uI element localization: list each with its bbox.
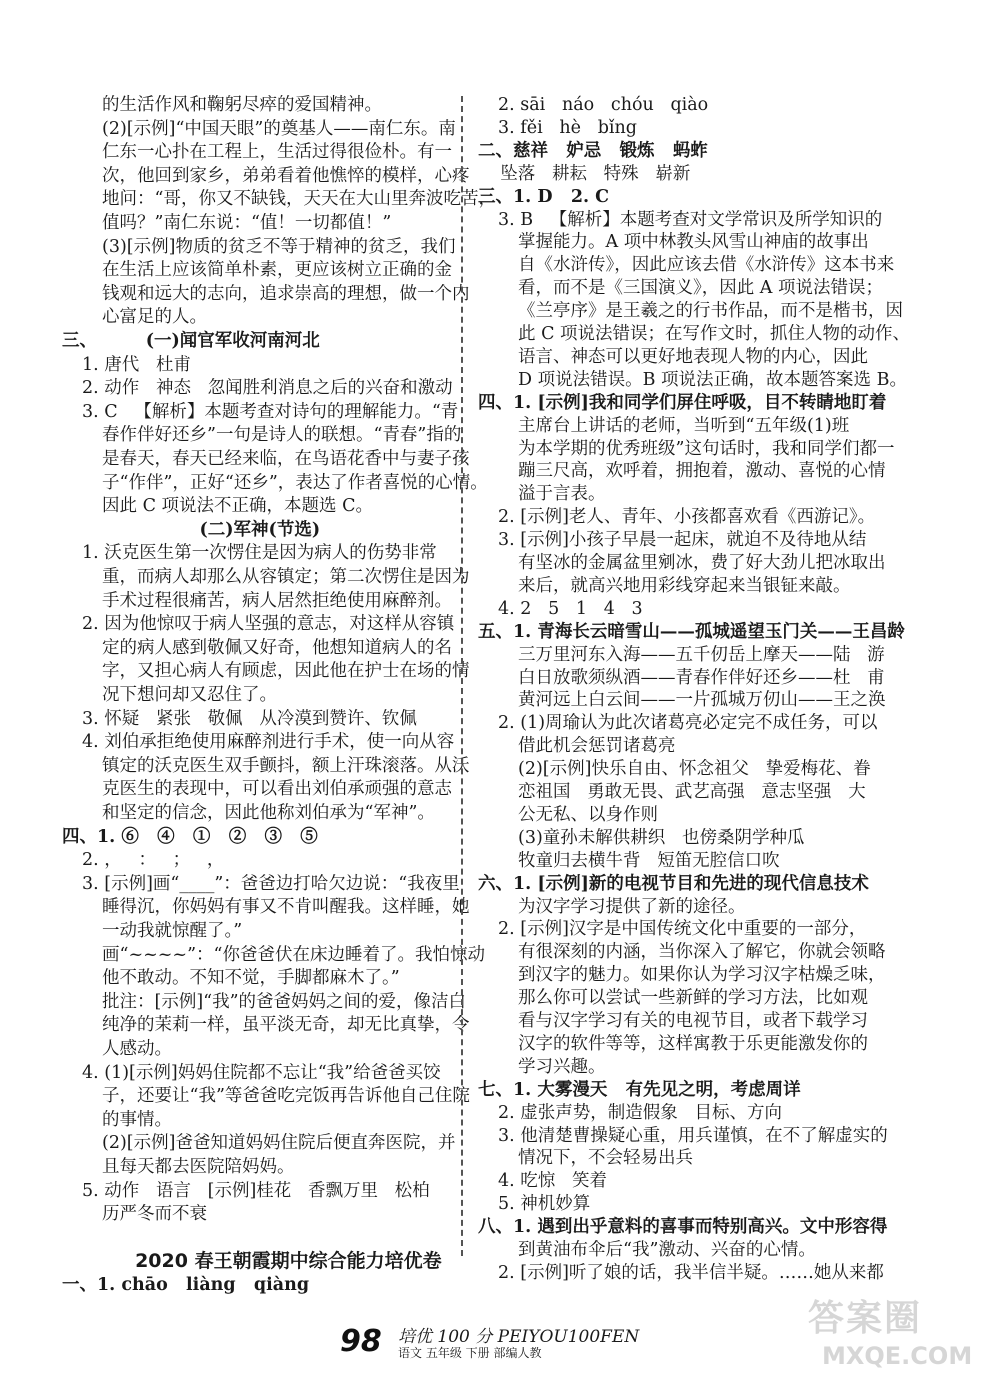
answer-line: 况下想问却又忍住了。 xyxy=(102,685,277,705)
answer-line: 春作伴好还乡”一句是诗人的联想。“青春”指的 xyxy=(102,425,462,446)
answer-line: 到汉字的魅力。如果你认为学习汉字枯燥乏味， xyxy=(518,965,886,986)
watermark-text: 答案圈 xyxy=(808,1298,923,1339)
answer-line: 且每天都去医院陪妈妈。 xyxy=(102,1157,295,1177)
answer-line: 的事情。 xyxy=(102,1109,172,1130)
answer-line: 仁东一心扑在工程上，生活过得很俭朴。有一 xyxy=(102,142,452,163)
answer-line: 此 C 项说法错误；在写作文时，抓住人物的动作、 xyxy=(518,324,911,344)
answer-line: 2. 因为他惊叹于病人坚强的意志，对这样从容镇 xyxy=(82,614,455,635)
answer-line: 定的病人感到敬佩又好奇，他想知道病人的名 xyxy=(102,637,452,658)
answer-line: (3)[示例]物质的贫乏不等于精神的贫乏，我们 xyxy=(102,236,456,257)
answer-line: 溢于言表。 xyxy=(518,484,606,505)
answer-line: 公无私、以身作则 xyxy=(518,804,658,825)
answer-line: 学习兴趣。 xyxy=(518,1056,606,1077)
answer-line: 钱观和远大的志向，追求崇高的理想，做一个内 xyxy=(102,283,470,304)
answer-line: 恋祖国 勇敢无畏、武艺高强 意志坚强 大 xyxy=(518,782,866,802)
answer-line: 三、 (一)闻官军收河南河北 xyxy=(62,331,320,351)
column-divider xyxy=(461,96,463,1256)
brand-name: 培优 100 分 PEIYOU100FEN xyxy=(398,1327,640,1347)
answer-line: 手术过程很痛苦，病人居然拒绝使用麻醉剂。 xyxy=(102,590,452,611)
answer-line: 为本学期的优秀班级”这句话时，我和同学们都一 xyxy=(518,438,895,459)
answer-line: 白日放歌须纵酒——青春作伴好还乡——杜 甫 xyxy=(518,667,885,688)
answer-line: 4. 刘伯承拒绝使用麻醉剂进行手术，使一向从容 xyxy=(82,732,455,753)
answer-line: 地问：“哥，你又不缺钱，天天在大山里奔波吃苦， xyxy=(102,189,496,210)
answer-line: 字，又担心病人有顾虑，因此他在护士在场的情 xyxy=(102,661,470,682)
answer-line: 他不敢动。不知不觉，手脚都麻木了。” xyxy=(102,968,400,989)
answer-line: 1. 唐代 杜甫 xyxy=(82,354,191,375)
answer-line: 3. C 【解析】本题考查对诗句的理解能力。“青 xyxy=(82,401,459,422)
answer-line: 3. fěi hè bǐng xyxy=(498,117,637,138)
answer-line: 是春天，春天已经来临，在鸟语花香中与妻子孩 xyxy=(102,449,470,469)
site-watermark xyxy=(808,1290,988,1378)
answer-line: 2. sāi náo chóu qiào xyxy=(498,95,709,115)
answer-line: 2. 虚张声势，制造假象 目标、方向 xyxy=(498,1102,782,1123)
answer-line: 一动我就惊醒了。” xyxy=(102,921,243,941)
answer-line: 为汉字学习提供了新的途径。 xyxy=(518,896,746,917)
answer-line: 那么你可以尝试一些新鲜的学习方法，比如观 xyxy=(518,988,868,1009)
answer-line: 睡得沉，你妈妈有事又不肯叫醒我。这样睡，她 xyxy=(102,897,470,918)
answer-line: 镇定的沃克医生双手颤抖，额上汗珠滚落。从沃 xyxy=(102,755,470,776)
answer-line: 来后，就高兴地用彩线穿起来当银钲来敲。 xyxy=(518,575,851,596)
answer-line: 自《水浒传》，因此应该去借《水浒传》这本书来 xyxy=(518,255,895,276)
section-title: 2020 春王朝霞期中综合能力培优卷 xyxy=(102,1250,442,1273)
answer-line: 五、1. 青海长云暗雪山——孤城遥望玉门关——王昌龄 xyxy=(478,621,905,642)
answer-line: 1. 沃克医生第一次愣住是因为病人的伤势非常 xyxy=(82,543,437,564)
answer-line: 4. (1)[示例]妈妈住院都不忘让“我”给爸爸买饺 xyxy=(82,1062,441,1083)
answer-line: 坠落 耕耘 特殊 崭新 xyxy=(478,163,691,184)
answer-line: 5. 神机妙算 xyxy=(498,1194,591,1215)
answer-line: 掌握能力。A 项中林教头风雪山神庙的故事出 xyxy=(518,232,869,253)
answer-line: 子“作伴”，正好“还乡”，表达了作者喜悦的心情。 xyxy=(102,472,488,493)
answer-line: 和坚定的信念，因此他称刘伯承为“军神”。 xyxy=(102,803,435,823)
answer-line: 语言、神态可以更好地表现人物的内心，因此 xyxy=(518,346,868,367)
answer-line: 3. 怀疑 紧张 敬佩 从冷漠到赞许、钦佩 xyxy=(82,708,417,729)
answer-line: 2. ， ： ； ， xyxy=(82,850,225,871)
answer-line: 有很深刻的内涵，当你深入了解它，你就会领略 xyxy=(518,942,886,963)
answer-line: (3)童孙未解供耕织 也傍桑阴学种瓜 xyxy=(518,827,805,848)
answer-line: 到黄油布伞后“我”激动、兴奋的心情。 xyxy=(518,1240,816,1260)
answer-line: 2. [示例]听了娘的话，我半信半疑。……她从来都 xyxy=(498,1262,884,1283)
answer-line: 的生活作风和鞠躬尽瘁的爱国精神。 xyxy=(102,95,382,115)
answer-line: (2)[示例]爸爸知道妈妈住院后便直奔医院，并 xyxy=(102,1133,456,1154)
answer-line: 3. B 【解析】本题考查对文学常识及所学知识的 xyxy=(498,209,883,230)
answer-line: 4. 2 5 1 4 3 xyxy=(498,598,643,619)
answer-line: 二、慈祥 妒忌 锻炼 蚂蚱 xyxy=(478,140,708,161)
answer-line: (2)[示例]“中国天眼”的奠基人——南仁东。南 xyxy=(102,118,456,139)
answer-line: 3. [示例]小孩子早晨一起床，就迫不及待地从结 xyxy=(498,530,867,551)
answer-line: 心富足的人。 xyxy=(102,307,207,328)
answer-line: 5. 动作 语言 [示例]桂花 香飘万里 松柏 xyxy=(82,1180,430,1201)
answer-line: 4. 吃惊 笑着 xyxy=(498,1171,607,1192)
answer-line: 3. 他清楚曹操疑心重，用兵谨慎，在不了解虚实的 xyxy=(498,1125,888,1146)
answer-line: 四、1. ⑥ ④ ① ② ③ ⑤ xyxy=(62,826,318,847)
watermark-url: MXQE.COM xyxy=(822,1342,973,1370)
answer-line: 七、1. 大雾漫天 有先见之明，考虑周详 xyxy=(478,1079,801,1100)
answer-line: 看，而不是《三国演义》，因此 A 项说法错误； xyxy=(518,278,884,299)
answer-line: (二)军神(节选) xyxy=(102,519,321,540)
answer-line: 2. (1)周瑜认为此次诸葛亮必定完不成任务，可以 xyxy=(498,713,878,734)
answer-line: 《兰亭序》是王羲之的行书作品，而不是楷书，因 xyxy=(518,301,903,322)
answer-line: 六、1. [示例]新的电视节目和先进的现代信息技术 xyxy=(478,873,869,894)
answer-line: 八、1. 遇到出乎意料的喜事而特别高兴。文中形容得 xyxy=(478,1217,888,1238)
answer-line: 四、1. [示例]我和同学们屏住呼吸，目不转睛地盯着 xyxy=(478,392,887,413)
answer-line: D 项说法错误。B 项说法正确，故本题答案选 B。 xyxy=(518,369,907,390)
answer-line: 牧童归去横牛背 短笛无腔信口吹 xyxy=(518,850,780,871)
answer-line: 蹦三尺高，欢呼着，拥抱着，激动、喜悦的心情 xyxy=(518,461,886,482)
answer-line: 画“~~~~”：“你爸爸伏在床边睡着了。我怕惊动 xyxy=(102,944,485,965)
page-number: 98 xyxy=(340,1324,382,1359)
answer-line: 历严冬而不衰 xyxy=(102,1204,207,1225)
answer-line: 因此 C 项说法不正确，本题选 C。 xyxy=(102,496,373,517)
book-subtitle: 语文 五年级 下册 部编人教 xyxy=(398,1346,542,1360)
answer-line: 克医生的表现中，可以看出刘伯承顽强的意志 xyxy=(102,779,452,800)
answer-line: 3. [示例]画“____”：爸爸边打哈欠边说：“我夜里 xyxy=(82,873,460,894)
answer-line: 人感动。 xyxy=(102,1039,172,1059)
answer-line: 黄河远上白云间——一片孤城万仞山——王之涣 xyxy=(518,690,886,711)
answer-line: 一、1. chāo liàng qiàng xyxy=(62,1275,310,1295)
answer-line: 三万里河东入海——五千仞岳上摩天——陆 游 xyxy=(518,644,885,665)
answer-line: 三、1. D 2. C xyxy=(478,186,610,207)
page-footer xyxy=(340,1322,700,1366)
answer-line: 有坚冰的金属盆里剜冰，费了好大劲儿把冰取出 xyxy=(518,553,886,573)
answer-line: 2. 动作 神态 忽闻胜利消息之后的兴奋和激动 xyxy=(82,378,453,399)
answer-line: 2. [示例]汉字是中国传统文化中重要的一部分， xyxy=(498,919,867,940)
answer-line: 批注：[示例]“我”的爸爸妈妈之间的爱，像洁白 xyxy=(102,991,467,1012)
answer-line: 次，他回到家乡，弟弟看着他憔悴的模样，心疼 xyxy=(102,165,470,186)
answer-line: 值吗？”南仁东说：“值！一切都值！” xyxy=(102,213,392,233)
answer-line: 主席台上讲话的老师，当听到“五年级(1)班 xyxy=(518,415,850,436)
answer-line: 情况下，不会轻易出兵 xyxy=(518,1148,693,1169)
answer-line: 重，而病人却那么从容镇定；第二次愣住是因为 xyxy=(102,567,470,587)
answer-line: 子，还要让“我”等爸爸吃完饭再告诉他自己住院 xyxy=(102,1086,470,1107)
answer-line: 借此机会惩罚诸葛亮 xyxy=(518,736,676,757)
answer-line: 在生活上应该简单朴素，更应该树立正确的金 xyxy=(102,260,452,281)
answer-line: 看与汉字学习有关的电视节目，或者下载学习 xyxy=(518,1011,868,1031)
answer-line: 汉字的软件等等，这样寓教于乐更能激发你的 xyxy=(518,1033,868,1054)
answer-line: 2. [示例]老人、青年、小孩都喜欢看《西游记》。 xyxy=(498,507,876,528)
answer-line: 纯净的茉莉一样，虽平淡无奇，却无比真挚，令 xyxy=(102,1015,470,1036)
answer-line: (2)[示例]快乐自由、怀念祖父 挚爱梅花、眷 xyxy=(518,759,871,780)
